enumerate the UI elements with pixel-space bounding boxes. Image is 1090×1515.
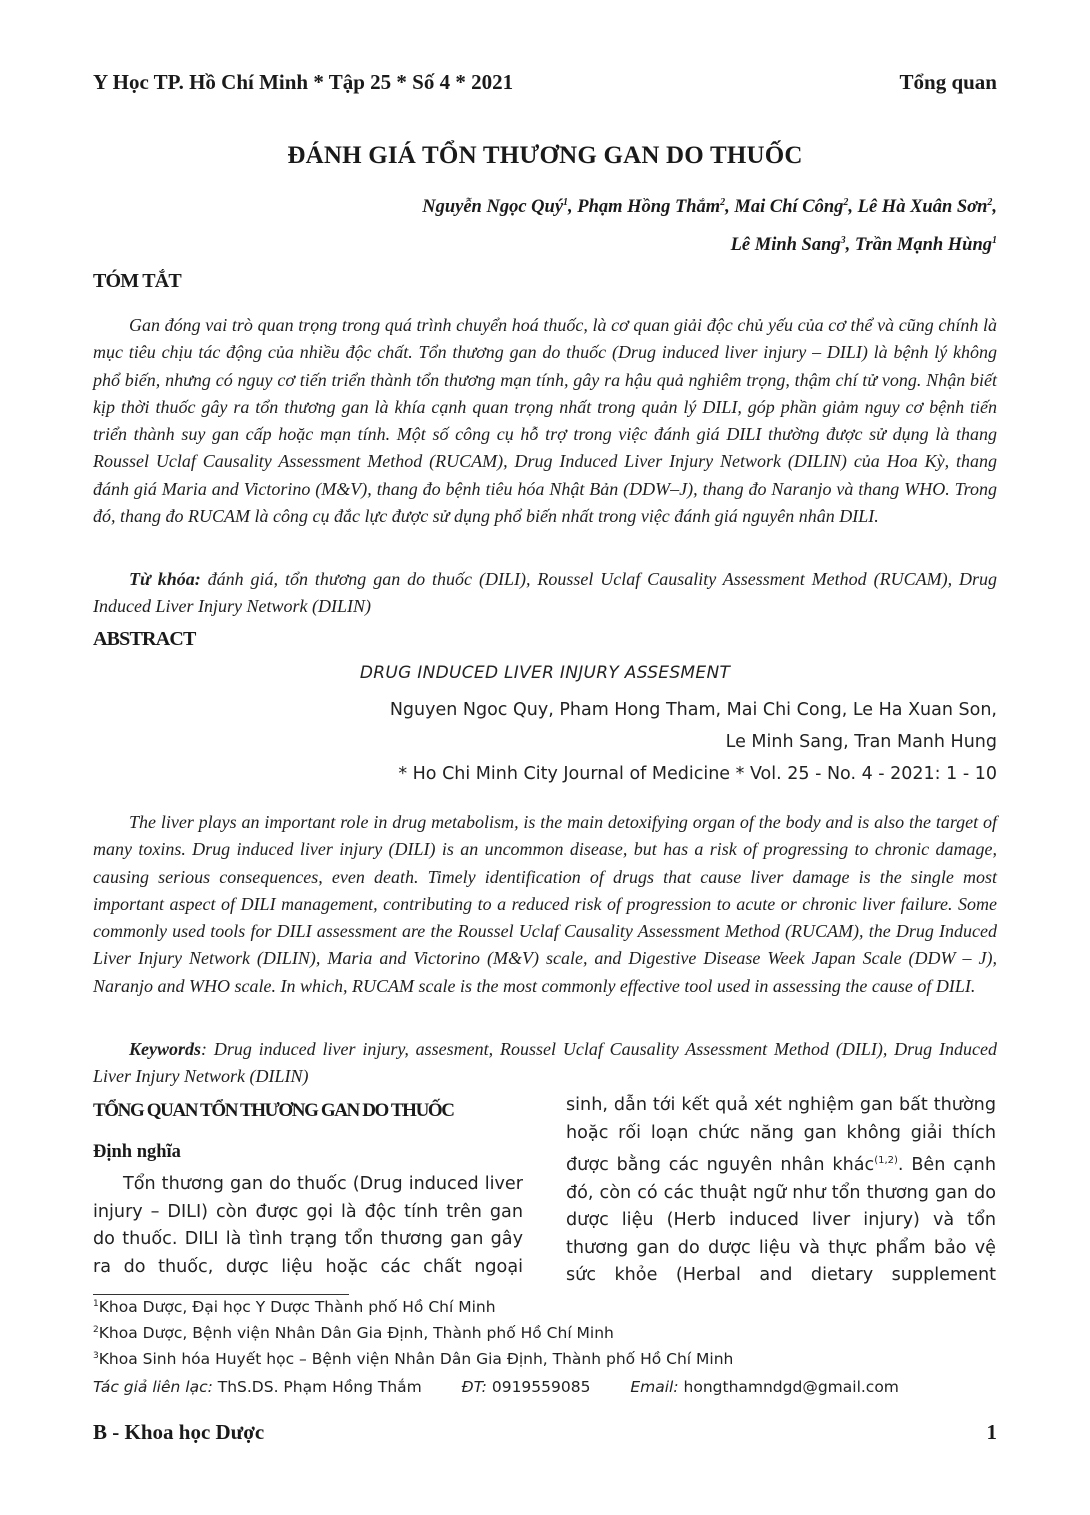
footnote-affiliation-1	[93, 1298, 496, 1316]
definition-text-left	[93, 1171, 523, 1281]
keywords-label-vi: Từ khóa:	[129, 569, 201, 589]
section-heading: TỔNG QUAN TỔN THƯƠNG GAN DO THUỐC	[93, 1100, 454, 1121]
abstract-title: DRUG INDUCED LIVER INJURY ASSESMENT	[359, 663, 731, 683]
affiliation-mark: 1	[992, 235, 997, 247]
affiliation-mark: 2	[843, 197, 849, 208]
author-name: Lê Hà Xuân Sơn	[857, 197, 988, 218]
author-name: Nguyễn Ngọc Quý	[422, 197, 564, 218]
author-name: Phạm Hồng Thắm	[577, 197, 721, 218]
affiliation-mark: 2	[987, 197, 993, 208]
email-address[interactable]: hongthamndgd@gmail.com	[683, 1378, 899, 1396]
definition-text-right	[566, 1092, 996, 1290]
subsection-heading: Định nghĩa	[93, 1142, 181, 1162]
abstract-heading: ABSTRACT	[93, 628, 196, 650]
affiliation-mark: 3	[840, 235, 846, 247]
author-name: Trần Mạnh Hùng	[854, 235, 992, 256]
footnote-affiliation-3	[93, 1350, 733, 1368]
abstract-keywords	[93, 1036, 997, 1091]
footnote-text: Khoa Dược, Bệnh viện Nhân Dân Gia Định, Thành phố Hồ Chí Minh	[98, 1324, 614, 1342]
author-list	[297, 186, 997, 262]
affiliation-mark: 2	[720, 197, 726, 208]
journal-citation: * Ho Chi Minh City Journal of Medicine * Vol. 25 - No. 4 - 2021: 1 - 10	[398, 764, 997, 784]
author-line-1: Nguyễn Ngọc Quý$^1$, Phạm Hồng Thắm$^2$, Mai Chí Công$^2$, Lê Hà Xuân Sơn$^2$,	[422, 197, 997, 218]
summary-text: Gan đóng vai trò quan trọng trong quá trình chuyển hoá thuốc, là cơ quan giải độc chủ yếu của cơ thể và cũng chính là mục tiêu chịu tác động của nhiều độc chất. Tổn thương gan do thuốc (Drug induced liver injury – DILI) là bệnh lý không phổ biến, nhưng có nguy cơ tiến triển thành tổn thương mạn tính, gây ra hậu quả nghiêm trọng, thậm chí tử vong. Nhận biết kịp thời thuốc gây ra tổn thương gan là khía cạnh quan trọng nhất trong quản lý DILI, góp phần giảm nguy cơ bệnh tiến triển thành suy gan cấp hoặc mạn tính. Một số công cụ hỗ trợ trong việc đánh giá DILI thường được sử dụng là thang Roussel Uclaf Causality Assessment Method (RUCAM), Drug Induced Liver Injury Network (DILIN) của Hoa Kỳ, thang đánh giá Maria and Victorino (M&V), thang đo bệnh tiêu hóa Nhật Bản (DDW–J), thang đo Naranjo và thang WHO. Trong đó, thang đo RUCAM là công cụ đắc lực được sử dụng phổ biến nhất trong việc đánh giá nguyên nhân DILI.	[93, 315, 997, 527]
corresponding-author	[93, 1378, 997, 1396]
author-name: Mai Chí Công	[734, 197, 844, 218]
author-label: Tác giả liên lạc:	[93, 1378, 213, 1396]
author-contact-name: ThS.DS. Phạm Hồng Thắm	[217, 1378, 422, 1396]
keywords-label-en: Keywords	[129, 1039, 201, 1059]
summary-body	[93, 312, 997, 530]
summary-keywords	[93, 566, 997, 621]
footer-section: B - Khoa học Dược	[93, 1420, 265, 1444]
phone-number: 0919559085	[491, 1378, 591, 1396]
body-column-right	[566, 1092, 996, 1290]
body-column-left	[93, 1100, 523, 1281]
article-type: Tổng quan	[899, 70, 997, 94]
running-header	[93, 70, 997, 100]
footnote-text: Khoa Sinh hóa Huyết học – Bệnh viện Nhân Dân Gia Định, Thành phố Hồ Chí Minh	[98, 1350, 734, 1368]
page-number: 1	[986, 1420, 997, 1444]
abstract-text: The liver plays an important role in drug metabolism, is the main detoxifying organ of the body and is also the target of many toxins. Drug induced liver injury (DILI) is an uncommon disease, but has a risk of progressing to chronic damage, causing serious consequences, even death. Timely identification of drugs that cause liver damage is the single most important aspect of DILI management, contributing to a reduced risk of progression to acute or chronic liver failure. Some commonly used tools for DILI assessment are the Roussel Uclaf Causality Assessment Method (RUCAM), the Drug Induced Liver Injury Network (DILIN), Maria and Victorino (M&V) scale, and Digestive Disease Week Japan Scale (DDW – J), Naranjo and WHO scale. In which, RUCAM scale is the most commonly effective tool used in assessing the cause of DILI.	[93, 812, 997, 996]
footnote-divider	[93, 1294, 349, 1295]
journal-name: Y Học TP. Hồ Chí Minh * Tập 25 * Số 4 * 2021	[93, 70, 514, 94]
author-line-2: Lê Minh Sang$^3$, Trần Mạnh Hùng$^1$	[730, 235, 997, 256]
keywords-en: : Drug induced liver injury, assesment, Roussel Uclaf Causality Assessment Method (DILI), Drug Induced Liver Injury Network (DILIN)	[93, 1039, 997, 1087]
abstract-body	[93, 809, 997, 1000]
citation-ref: (1,2)	[874, 1155, 898, 1167]
article-title: ĐÁNH GIÁ TỔN THƯƠNG GAN DO THUỐC	[287, 142, 803, 169]
footnote-mark: 3	[93, 1350, 99, 1361]
email-label: Email:	[630, 1378, 679, 1396]
footnote-affiliation-2	[93, 1324, 614, 1342]
author-name: Lê Minh Sang	[730, 235, 841, 256]
abstract-authors-line-1: Nguyen Ngoc Quy, Pham Hong Tham, Mai Chi Cong, Le Ha Xuan Son,	[389, 700, 997, 720]
footnote-mark: 2	[93, 1324, 99, 1335]
abstract-authors-line-2: Le Minh Sang, Tran Manh Hung	[725, 732, 997, 752]
body-paragraph: sinh, dẫn tới kết quả xét nghiệm gan bất thường hoặc rối loạn chức năng gan không giải thích được bằng các nguyên nhân khác	[566, 1095, 996, 1176]
footnote-text: Khoa Dược, Đại học Y Dược Thành phố Hồ Chí Minh	[98, 1298, 496, 1316]
keywords-vi: đánh giá, tổn thương gan do thuốc (DILI), Roussel Uclaf Causality Assessment Method (RUCAM), Drug Induced Liver Injury Network (DILIN)	[93, 569, 997, 617]
body-paragraph: Tổn thương gan do thuốc (Drug induced liver injury – DILI) còn được gọi là độc tính trên gan do thuốc. DILI là tình trạng tổn thương gan gây ra do thuốc, dược liệu hoặc các chất ngoại	[93, 1174, 523, 1277]
footnote-mark: 1	[93, 1298, 99, 1309]
phone-label: ĐT:	[461, 1378, 487, 1396]
affiliation-mark: 1	[563, 197, 569, 208]
summary-heading: TÓM TẮT	[93, 270, 181, 292]
body-paragraph: . Bên cạnh đó, còn có các thuật ngữ như tổn thương gan do dược liệu (Herb induced liver injury) và tổn thương gan do dược liệu và thực phẩm bảo vệ sức khỏe (Herbal and dietary supplement	[566, 1155, 996, 1286]
